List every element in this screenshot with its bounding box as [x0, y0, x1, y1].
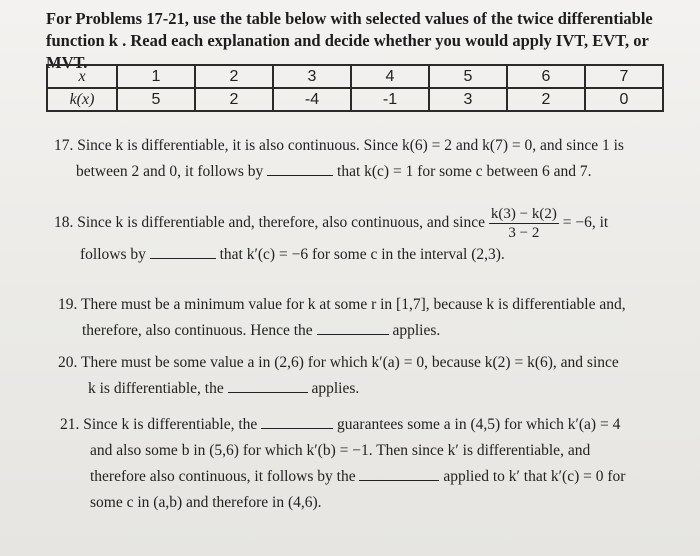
problem-21-text-b: guarantees some a in (4,5) for which k′(a) = 4	[337, 416, 621, 433]
problem-21-text-d: applied to k′ that k′(c) = 0 for	[443, 468, 626, 485]
x-cell: 6	[507, 65, 585, 88]
x-cell: 1	[117, 65, 195, 88]
k-cell: -4	[273, 88, 351, 111]
problem-20-text-a: k is differentiable, the	[88, 380, 224, 397]
answer-blank-18[interactable]	[150, 243, 216, 259]
problem-21-line-4: some c in (a,b) and therefore in (4,6).	[90, 494, 322, 511]
problem-21-text-c: therefore also continuous, it follows by the	[90, 468, 356, 485]
k-cell: 2	[507, 88, 585, 111]
x-cell: 4	[351, 65, 429, 88]
answer-blank-19[interactable]	[317, 319, 389, 335]
x-cell: 7	[585, 65, 663, 88]
x-cell: 3	[273, 65, 351, 88]
problem-21-line-2: and also some b in (5,6) for which k′(b) = −1. Then since k′ is differentiable, and	[90, 442, 591, 459]
problem-17-text-b: that k(c) = 1 for some c between 6 and 7.	[337, 163, 592, 180]
x-header: x	[47, 65, 117, 88]
problem-18-text-c: follows by	[80, 246, 146, 263]
problem-19-text-a: therefore, also continuous. Hence the	[82, 322, 313, 339]
k-row	[47, 88, 663, 111]
k-cell: 0	[585, 88, 663, 111]
k-cell: -1	[351, 88, 429, 111]
problem-21-line-3	[60, 464, 625, 490]
x-row	[47, 65, 663, 88]
problem-19-text-b: applies.	[392, 322, 441, 339]
problem-21	[60, 412, 625, 516]
problem-19	[58, 292, 626, 344]
fraction-numerator: k(3) − k(2)	[490, 206, 557, 222]
problem-18-text-a: 18. Since k is differentiable and, therefore, also continuous, and since	[54, 214, 486, 232]
problem-17-text-a: between 2 and 0, it follows by	[76, 163, 264, 180]
problem-21-text-a: 21. Since k is differentiable, the	[60, 416, 258, 433]
answer-blank-17[interactable]	[267, 160, 333, 176]
problem-18-line-1	[54, 205, 608, 242]
k-cell: 5	[117, 88, 195, 111]
difference-quotient	[489, 205, 559, 242]
x-cell: 5	[429, 65, 507, 88]
problem-19-line-2	[58, 318, 626, 344]
answer-blank-21a[interactable]	[261, 413, 333, 429]
problem-19-line-1: 19. There must be a minimum value for k at some r in [1,7], because k is differentiable and,	[58, 296, 626, 313]
problem-18-text-b: = −6, it	[562, 214, 609, 232]
problem-18-line-2	[54, 242, 608, 268]
instructions-line-2: function k . Read each explanation and decide whether you would apply IVT, EVT, or MVT.	[46, 31, 649, 72]
problem-21-line-1	[60, 412, 625, 438]
problem-17-line-2	[54, 159, 624, 185]
problem-17	[54, 133, 624, 185]
instructions-line-1: For Problems 17-21, use the table below with selected values of the twice differentiable	[46, 9, 653, 28]
answer-blank-20[interactable]	[228, 377, 308, 393]
problem-18-text-d: that k′(c) = −6 for some c in the interval (2,3).	[219, 246, 505, 263]
problem-20	[58, 350, 619, 402]
fraction-denominator: 3 − 2	[508, 225, 540, 241]
problem-17-line-1: 17. Since k is differentiable, it is also continuous. Since k(6) = 2 and k(7) = 0, and since 1 is	[54, 137, 624, 154]
x-cell: 2	[195, 65, 273, 88]
k-cell: 3	[429, 88, 507, 111]
k-header: k(x)	[47, 88, 117, 111]
problem-20-text-b: applies.	[311, 380, 360, 397]
problem-20-line-1: 20. There must be some value a in (2,6) for which k′(a) = 0, because k(2) = k(6), and since	[58, 354, 619, 371]
problem-20-line-2	[58, 376, 619, 402]
values-table	[46, 64, 664, 112]
answer-blank-21b[interactable]	[359, 465, 439, 481]
problem-18	[54, 205, 608, 268]
k-cell: 2	[195, 88, 273, 111]
